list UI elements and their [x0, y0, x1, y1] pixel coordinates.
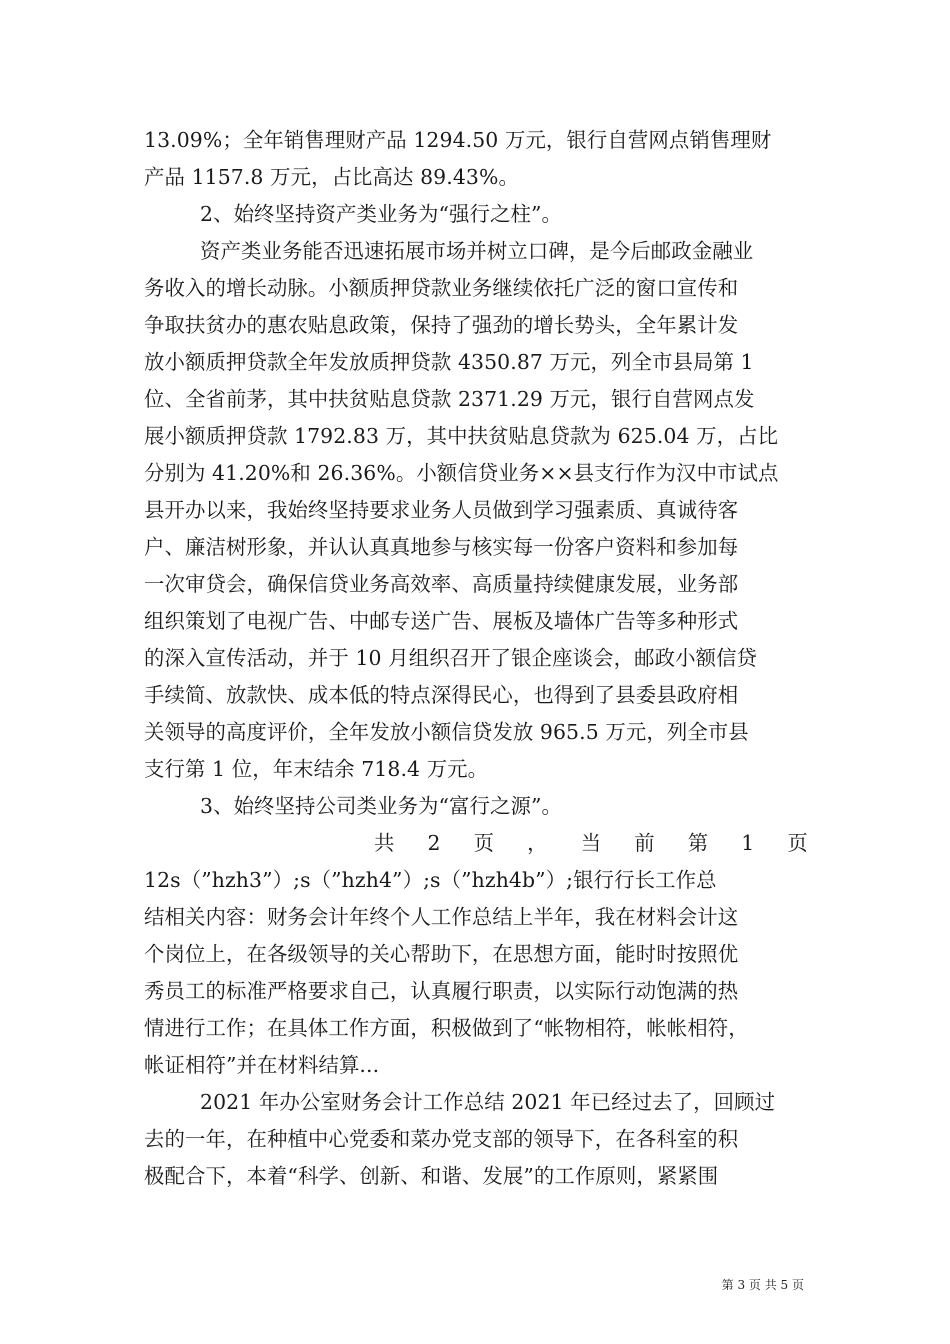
- text-line: 结相关内容：财务会计年终个人工作总结上半年，我在材料会计这: [144, 905, 739, 929]
- text-line: 帐证相符”并在材料结算...: [144, 1053, 380, 1077]
- text-line: 个岗位上，在各级领导的关心帮助下，在思想方面，能时时按照优: [144, 942, 739, 966]
- text-line: 分别为 41.20%和 26.36%。小额信贷业务××县支行作为汉中市试点: [144, 461, 779, 485]
- page-marker-char: 共: [374, 831, 395, 855]
- page-marker-char: 页: [787, 831, 808, 855]
- text-line: 手续简、放款快、成本低的特点深得民心，也得到了县委县政府相: [144, 683, 739, 707]
- text-line: 产品 1157.8 万元，占比高达 89.43%。: [144, 165, 519, 189]
- text-line: 户、廉洁树形象，并认认真真地参与核实每一份客户资料和参加每: [144, 535, 739, 559]
- page-marker-char: ，: [527, 831, 548, 855]
- page-marker-char: 1: [741, 831, 755, 855]
- document-body: [144, 122, 808, 1195]
- text-line: 争取扶贫办的惠农贴息政策，保持了强劲的增长势头，全年累计发: [144, 313, 739, 337]
- page-marker-char: 第: [687, 831, 709, 855]
- text-line: 去的一年，在种植中心党委和菜办党支部的领导下，在各科室的积: [144, 1127, 739, 1151]
- text-line: 情进行工作；在具体工作方面，积极做到了“帐物相符，帐帐相符，: [144, 1016, 749, 1040]
- text-line: 放小额质押贷款全年发放质押贷款 4350.87 万元，列全市县局第 1: [144, 350, 754, 374]
- text-line: 的深入宣传活动，并于 10 月组织召开了银企座谈会，邮政小额信贷: [144, 646, 758, 670]
- text-line: 12s（”hzh3”）;s（”hzh4”）;s（”hzh4b”）;银行行长工作总: [144, 868, 717, 892]
- text-line: 资产类业务能否迅速拓展市场并树立口碑，是今后邮政金融业: [200, 239, 754, 263]
- text-line: 展小额质押贷款 1792.83 万，其中扶贫贴息贷款为 625.04 万，占比: [144, 424, 779, 448]
- text-line: 一次审贷会，确保信贷业务高效率、高质量持续健康发展，业务部: [144, 572, 739, 596]
- section-heading: 3、始终坚持公司类业务为“富行之源”。: [200, 794, 562, 818]
- text-line: 极配合下，本着“科学、创新、和谐、发展”的工作原则，紧紧围: [144, 1164, 719, 1188]
- text-line: 支行第 1 位，年末结余 718.4 万元。: [144, 757, 489, 781]
- text-line: 务收入的增长动脉。小额质押贷款业务继续依托广泛的窗口宣传和: [144, 276, 739, 300]
- page-marker-char: 前: [634, 831, 655, 855]
- text-line: 位、全省前茅，其中扶贫贴息贷款 2371.29 万元，银行自营网点发: [144, 387, 755, 411]
- page-footer: 第 3 页 共 5 页: [721, 1278, 804, 1292]
- page-marker: [144, 825, 808, 862]
- page-marker-char: 当: [580, 831, 602, 855]
- page-marker-char: 2: [427, 831, 441, 855]
- page-marker-char: 页: [473, 831, 495, 855]
- text-line: 组织策划了电视广告、中邮专送广告、展板及墙体广告等多种形式: [144, 609, 739, 633]
- text-line: 关领导的高度评价，全年发放小额信贷发放 965.5 万元，列全市县: [144, 720, 749, 744]
- text-line: 县开办以来，我始终坚持要求业务人员做到学习强素质、真诚待客: [144, 498, 739, 522]
- section-heading: 2、始终坚持资产类业务为“强行之柱”。: [200, 202, 562, 226]
- text-line: 秀员工的标准严格要求自己，认真履行职责，以实际行动饱满的热: [144, 979, 739, 1003]
- text-line: 2021 年办公室财务会计工作总结 2021 年已经过去了，回顾过: [200, 1090, 776, 1114]
- text-line: 13.09%；全年销售理财产品 1294.50 万元，银行自营网点销售理财: [144, 128, 772, 152]
